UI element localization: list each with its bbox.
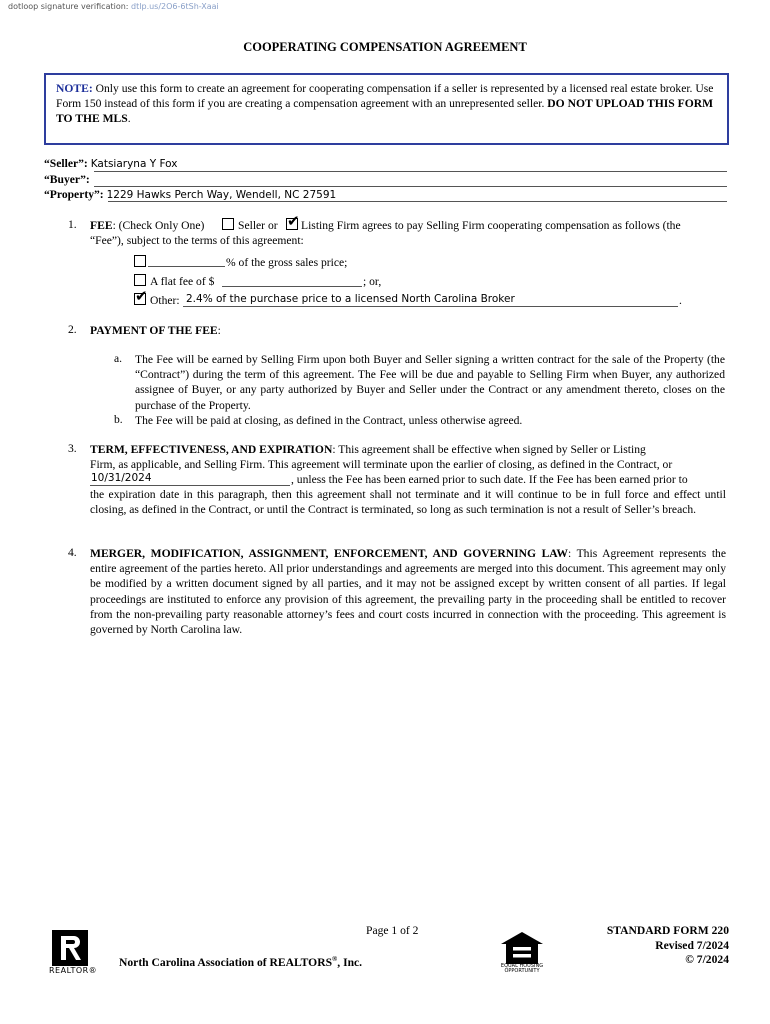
seller-row bbox=[44, 157, 177, 170]
percent-checkbox[interactable] bbox=[134, 255, 146, 267]
merger-heading: MERGER, MODIFICATION, ASSIGNMENT, ENFORCEMENT, AND GOVERNING LAW bbox=[90, 547, 568, 560]
payment-heading-row bbox=[90, 323, 221, 338]
document-title: COOPERATING COMPENSATION AGREEMENT bbox=[243, 40, 527, 54]
expiration-date-field[interactable]: 10/31/2024 bbox=[91, 472, 152, 484]
term-line3: , unless the Fee has been earned prior to such date. If the Fee has been earned prior to bbox=[291, 473, 688, 486]
term-heading: TERM, EFFECTIVENESS, AND EXPIRATION bbox=[90, 443, 333, 456]
equal-housing-text: EQUAL HOUSING OPPORTUNITY bbox=[500, 963, 544, 974]
page-number: Page 1 of 2 bbox=[366, 924, 419, 937]
merger-text: : This Agreement represents the entire agreement of the parties hereto. All prior understandings and agreements are merged into this document. This agreement may only be modified by a written document signed by all parties, and it may not be assigned except by written consent of all parties. If legal proceedings are instituted to enforce any provision of this agreement, the prevailing party in the proceeding shall be entitled to recover from the non-prevailing party reasonable attorney’s fees and court costs incurred in connection with the proceeding. This agreement is governed by North Carolina law. bbox=[90, 547, 726, 637]
seller-field[interactable]: Katsiaryna Y Fox bbox=[90, 158, 178, 170]
form-copyright: © 7/2024 bbox=[685, 953, 729, 966]
property-label: “Property”: bbox=[44, 188, 104, 201]
property-field[interactable]: 1229 Hawks Perch Way, Wendell, NC 27591 bbox=[106, 189, 337, 201]
seller-or-text: Seller or bbox=[238, 219, 278, 232]
registered-mark: ® bbox=[332, 955, 338, 963]
association-inc: , Inc. bbox=[337, 955, 363, 969]
listing-firm-checkbox[interactable] bbox=[286, 212, 300, 230]
association-name bbox=[119, 955, 362, 969]
note-text: Only use this form to create an agreement for cooperating compensation if a seller is represented by a licensed real estate broker. Use Form 150 instead of this form if you are creating a compensation agreement with an unrepresented seller. bbox=[56, 82, 714, 110]
verification-label: dotloop signature verification: bbox=[8, 2, 129, 11]
other-checkbox[interactable] bbox=[134, 287, 148, 305]
other-field[interactable]: 2.4% of the purchase price to a licensed North Carolina Broker bbox=[186, 293, 515, 305]
note-end: . bbox=[127, 112, 131, 125]
verification-line bbox=[8, 2, 219, 11]
property-row bbox=[44, 188, 336, 201]
note-bold: DO NOT UPLOAD THIS FORM TO THE MLS bbox=[56, 97, 714, 125]
buyer-label: “Buyer”: bbox=[44, 173, 90, 186]
fee-line1-rest: Listing Firm agrees to pay Selling Firm cooperating compensation as follows (the bbox=[301, 219, 681, 232]
note-label: NOTE: bbox=[56, 82, 93, 95]
fee-heading: FEE bbox=[90, 219, 113, 232]
term-number: 3. bbox=[68, 442, 77, 455]
flat-fee-suffix: ; or, bbox=[363, 275, 382, 288]
other-prefix: Other: bbox=[150, 294, 180, 307]
term-line1-text: : This agreement shall be effective when signed by Seller or Listing bbox=[332, 443, 646, 456]
percent-suffix: % of the gross sales price; bbox=[226, 256, 348, 269]
listing-check-icon: ✔ bbox=[287, 212, 300, 230]
term-rest: the expiration date in this paragraph, then this agreement shall not terminate and it will continue to be in full force and effect until closing, as defined in the Contract, or until the Contract is terminated, so long as such termination is not a result of Seller’s breach. bbox=[90, 488, 726, 517]
seller-checkbox[interactable] bbox=[222, 218, 234, 230]
payment-heading: PAYMENT OF THE FEE bbox=[90, 324, 218, 337]
realtor-logo-text: REALTOR® bbox=[49, 966, 98, 975]
verification-link[interactable]: dtlp.us/2O6-6tSh-Xaai bbox=[131, 2, 219, 11]
payment-a-letter: a. bbox=[114, 352, 123, 365]
flat-fee-checkbox[interactable] bbox=[134, 274, 146, 286]
flat-fee-prefix: A flat fee of $ bbox=[150, 275, 215, 288]
payment-a-text: The Fee will be earned by Selling Firm upon both Buyer and Seller signing a written contract for the sale of the Property (the “Contract”) during the term of this agreement. The Fee will be due and payable to Selling Firm when Buyer, any authorized assignee of Buyer, or any party authorized by Buyer and Seller under the Contract or any amendment thereto, closes on the purchase of the Property. bbox=[135, 353, 725, 412]
seller-label: “Seller”: bbox=[44, 157, 88, 170]
term-line1 bbox=[90, 442, 726, 457]
payment-colon: : bbox=[217, 324, 221, 337]
note-box bbox=[44, 73, 729, 145]
form-revised: Revised 7/2024 bbox=[655, 938, 729, 952]
fee-line1 bbox=[90, 218, 204, 233]
merger-paragraph bbox=[90, 546, 726, 637]
fee-intro: : (Check Only One) bbox=[112, 219, 205, 232]
other-suffix: . bbox=[679, 294, 682, 307]
form-info bbox=[607, 924, 729, 968]
term-line2: Firm, as applicable, and Selling Firm. This agreement will terminate upon the earlier of closing, as defined in the Contract, or bbox=[90, 458, 673, 471]
form-number: STANDARD FORM 220 bbox=[606, 924, 729, 937]
association-text: North Carolina Association of REALTORS bbox=[119, 955, 333, 969]
buyer-row bbox=[44, 173, 90, 186]
payment-b-text: The Fee will be paid at closing, as defined in the Contract, unless otherwise agreed. bbox=[135, 414, 523, 427]
payment-b-letter: b. bbox=[114, 413, 123, 426]
other-check-icon: ✔ bbox=[135, 287, 148, 305]
payment-number: 2. bbox=[68, 323, 77, 336]
fee-number: 1. bbox=[68, 218, 77, 231]
merger-number: 4. bbox=[68, 546, 77, 559]
fee-line2: “Fee”), subject to the terms of this agreement: bbox=[90, 234, 304, 247]
